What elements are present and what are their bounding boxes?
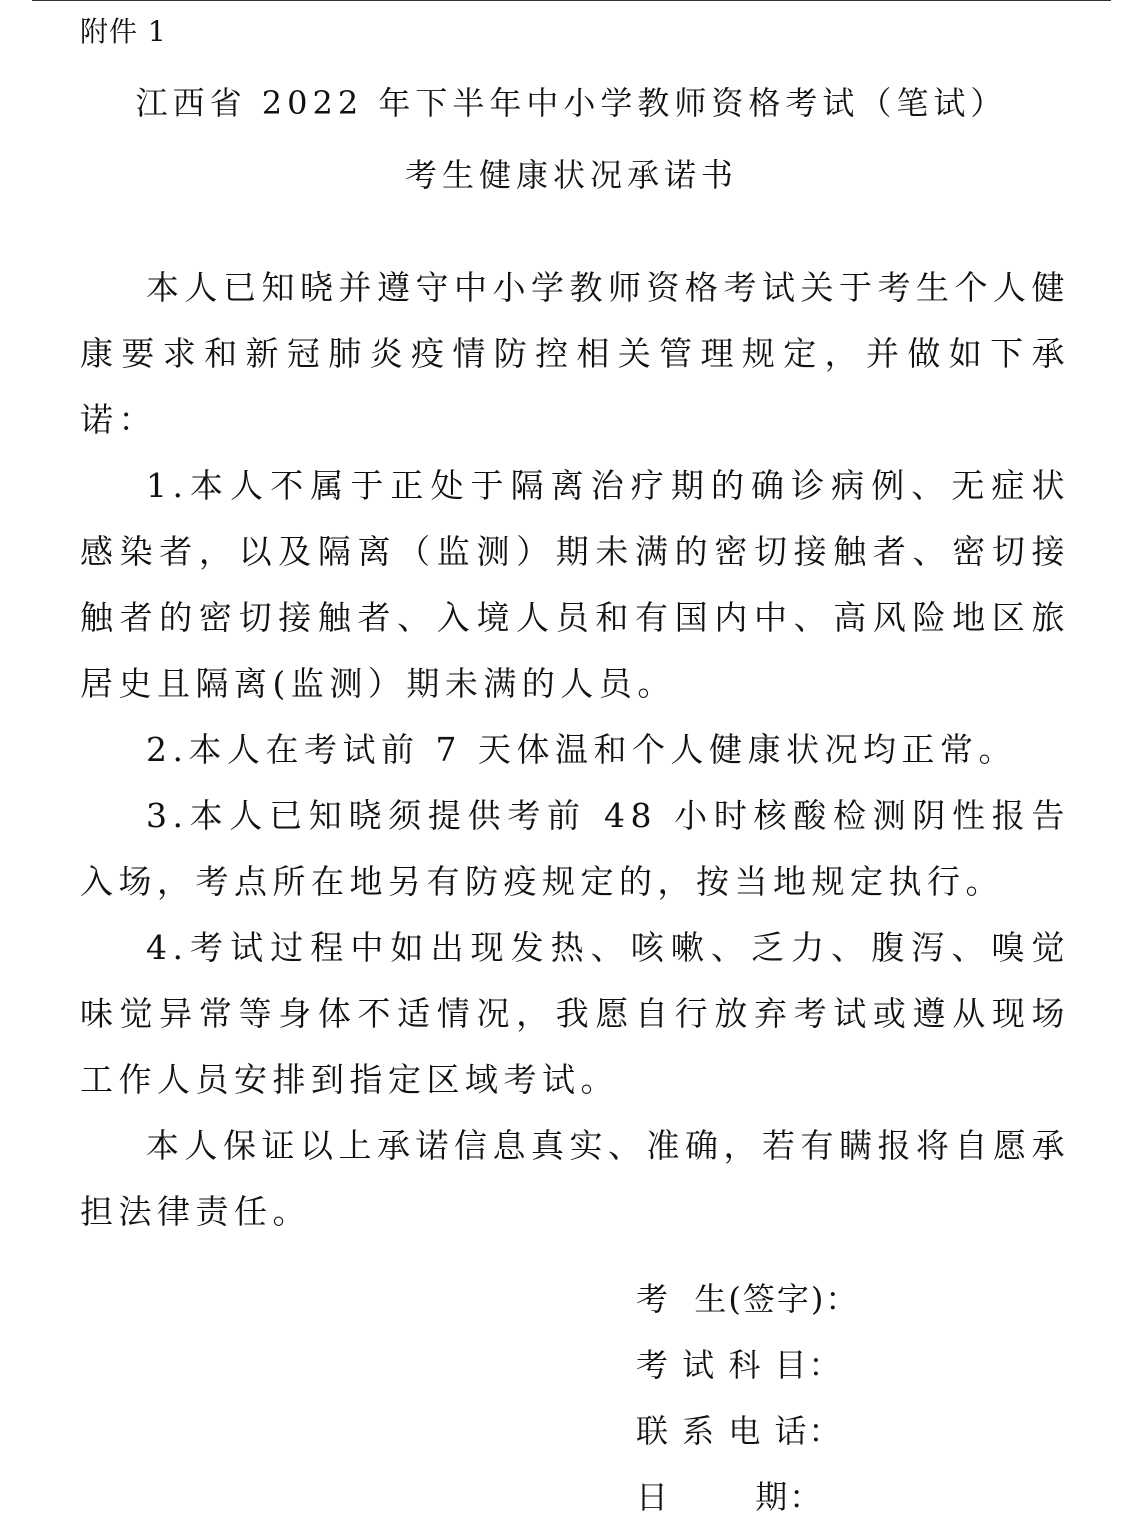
signature-block: [636, 1266, 859, 1530]
commitment-item-1: 1.本人不属于正处于隔离治疗期的确诊病例、无症状感染者，以及隔离（监测）期未满的密切接触者、密切接触者的密切接触者、入境人员和有国内中、高风险地区旅居史且隔离(监测）期未满的人员。: [80, 466, 1070, 703]
document-subtitle: 考生健康状况承诺书: [404, 156, 738, 194]
intro-paragraph: 本人已知晓并遵守中小学教师资格考试关于考生个人健康要求和新冠肺炎疫情防控相关管理规定，并做如下承诺：: [80, 268, 1070, 439]
attachment-label: 附件 1: [80, 15, 167, 48]
top-border-line: [32, 0, 1111, 1]
commitment-item-2: 2.本人在考试前 7 天体温和个人健康状况均正常。: [146, 730, 1017, 769]
document-body: [80, 255, 1070, 1245]
candidate-signature-field: 考 生(签字)：: [636, 1280, 860, 1318]
contact-phone-field: 联 系 电 话：: [636, 1412, 843, 1450]
exam-subject-field: 考 试 科 目：: [636, 1346, 843, 1384]
commitment-item-4: 4.考试过程中如出现发热、咳嗽、乏力、腹泻、嗅觉味觉异常等身体不适情况，我愿自行放弃考试或遵从现场工作人员安排到指定区域考试。: [80, 928, 1070, 1099]
date-field: 日 期：: [636, 1478, 824, 1516]
document-title: 江西省 2022 年下半年中小学教师资格考试（笔试）: [135, 84, 1008, 122]
guarantee-paragraph: 本人保证以上承诺信息真实、准确，若有瞒报将自愿承担法律责任。: [80, 1126, 1070, 1231]
commitment-item-3: 3.本人已知晓须提供考前 48 小时核酸检测阴性报告入场，考点所在地另有防疫规定的，按当地规定执行。: [80, 796, 1070, 901]
